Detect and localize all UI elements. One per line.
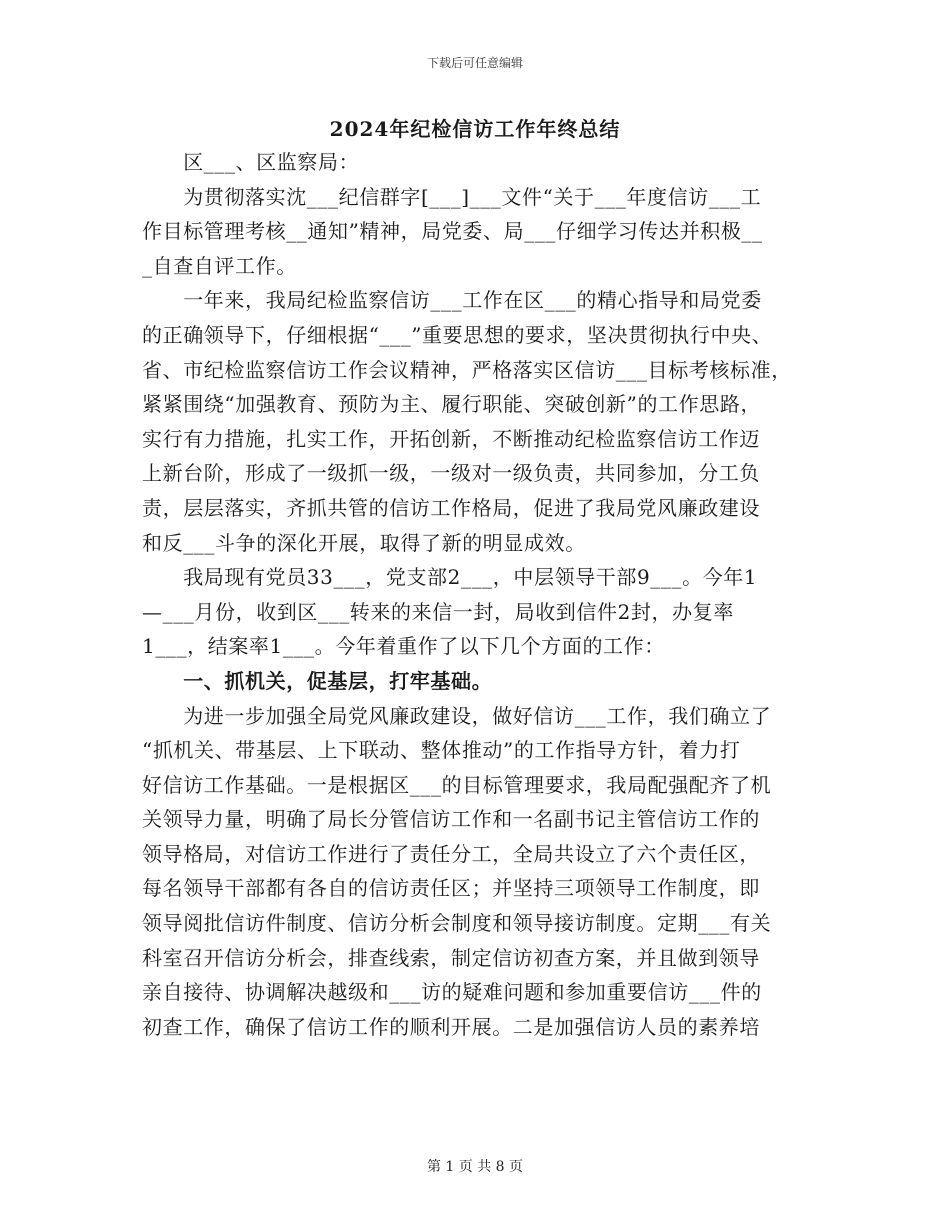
paragraph-line: 领导阅批信访件制度、信访分析会制度和领导接访制度。定期___有关 (142, 911, 772, 936)
paragraph-line: 每名领导干部都有各自的信访责任区；并坚持三项领导工作制度，即 (142, 876, 760, 901)
paragraph-line: 区___、区监察局： (142, 150, 360, 174)
paragraph-line: 科室召开信访分析会，排查线索，制定信访初查方案，并且做到领导 (142, 945, 760, 970)
paragraph-line: 好信访工作基础。一是根据区___的目标管理要求，我局配强配齐了机 (142, 772, 772, 797)
paragraph-line: 紧紧围绕“加强教育、预防为主、履行职能、突破创新”的工作思路， (142, 392, 762, 417)
document-title: 2024年纪检信访工作年终总结 (329, 117, 621, 141)
header-note: 下载后可任意编辑 (426, 56, 523, 70)
paragraph-line: 上新台阶，形成了一级抓一级，一级对一级负责，共同参加，分工负 (142, 461, 760, 486)
paragraph-line: 领导格局，对信访工作进行了责任分工，全局共设立了六个责任区， (142, 841, 760, 866)
page-footer: 第 1 页 共 8 页 (426, 1159, 524, 1175)
section-heading: 一、抓机关，促基层，打牢基础。 (142, 668, 493, 693)
paragraph-line: 的正确领导下，仔细根据“___”重要思想的要求，坚决贯彻执行中央、 (142, 322, 773, 347)
paragraph-line: 一年来，我局纪检监察信访___工作在区___的精心指导和局党委 (142, 288, 762, 313)
paragraph-line: 亲自接待、协调解决越级和___访的疑难问题和参加重要信访___件的 (142, 980, 762, 1005)
paragraph-line: 我局现有党员33___，党支部2___，中层领导干部9___。今年1 (142, 565, 758, 590)
paragraph-line: 关领导力量，明确了局长分管信访工作和一名副书记主管信访工作的 (142, 807, 760, 832)
paragraph-line: 省、市纪检监察信访工作会议精神，严格落实区信访___目标考核标准， (142, 357, 792, 382)
paragraph-line: 初查工作，确保了信访工作的顺利开展。二是加强信访人员的素养培 (142, 1014, 760, 1039)
paragraph-line: 实行有力措施，扎实工作，开拓创新，不断推动纪检监察信访工作迈 (142, 426, 760, 451)
paragraph-line: 责，层层落实，齐抓共管的信访工作格局，促进了我局党风廉政建设 (142, 495, 760, 520)
paragraph-line: 和反___斗争的深化开展，取得了新的明显成效。 (142, 530, 586, 555)
paragraph-line: 为贯彻落实沈___纪信群字[___]___文件“关于___年度信访___工 (142, 184, 762, 209)
paragraph-line: _自查自评工作。 (142, 253, 297, 278)
paragraph-line: 作目标管理考核__通知”精神，局党委、局___仔细学习传达并积极__ (142, 219, 763, 244)
paragraph-line: 1___，结案率1___。今年着重作了以下几个方面的工作： (142, 634, 665, 659)
paragraph-line: “抓机关、带基层、上下联动、整体推动”的工作指导方针，着力打 (142, 738, 741, 763)
document-body (142, 145, 812, 1044)
paragraph-line: 为进一步加强全局党风廉政建设，做好信访___工作，我们确立了 (142, 703, 772, 728)
paragraph-line: —___月份，收到区___转来的来信一封，局收到信件2封，办复率 (142, 599, 734, 624)
